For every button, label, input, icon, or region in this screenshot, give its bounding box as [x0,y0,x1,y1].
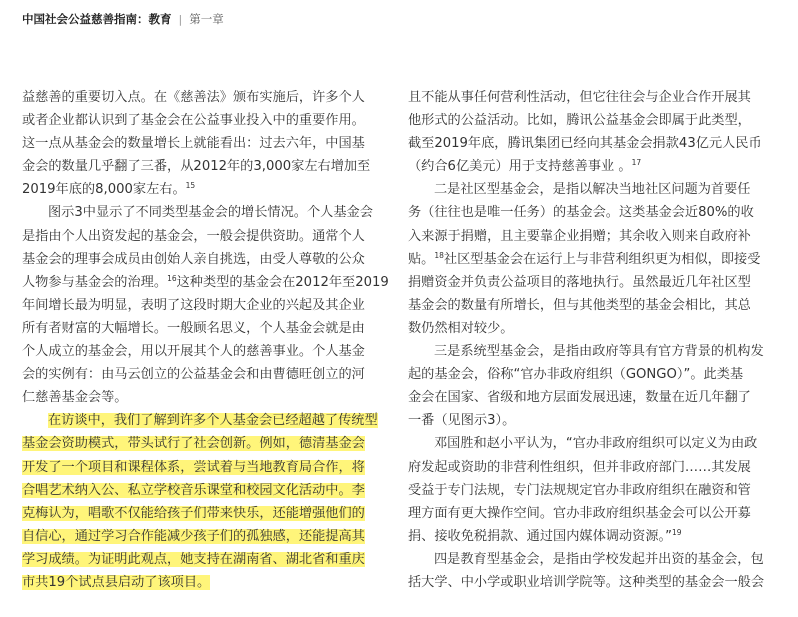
footnote-ref[interactable]: 18 [434,250,444,260]
line-text: 合唱艺术纳入公、私立学校音乐课堂和校园文化活动中。李 [22,482,365,498]
footnote-ref[interactable]: 16 [167,273,177,283]
line-text: 人物参与基金会的治理。 [22,274,168,290]
line-text: 或者企业都认识到了基金会在公益事业投入中的重要作用。 [22,113,365,129]
left-text-column [22,86,387,594]
footnote-ref[interactable]: 19 [671,527,682,537]
text-line [408,178,773,201]
line-text: 金会在国家、省级和地方层面发展迅速，数量在近几年翻了 [408,390,751,406]
book-title: 中国社会公益慈善指南：教育 [22,12,172,26]
text-line [408,155,773,178]
chapter-label: 第一章 [189,12,224,26]
line-text: 金会的数量几乎翻了三番，从2012年的3,000家左右增加至 [22,159,371,175]
text-line [22,456,387,479]
line-text: 受益于专门法规，专门法规规定官办非政府组织在融资和管 [408,482,751,498]
header-separator: | [178,12,183,26]
text-line [408,132,773,155]
line-text: 三是系统型基金会，是指由政府等具有官方背景的机构发 [434,344,764,360]
line-text: 入来源于捐赠，且主要靠企业捐赠；其余收入则来自政府补 [408,228,751,244]
line-text: 基金会的理事会成员由创始人亲自挑选，由受人尊敬的公众 [22,251,365,267]
line-text: 捐、接收免税捐款、通过国内媒体调动资源。” [408,528,672,544]
right-text-column [408,86,773,594]
text-line [22,294,387,317]
text-line [22,548,387,571]
text-line [408,248,773,271]
line-text: 且不能从事任何营利性活动，但它往往会与企业合作开展其 [408,90,751,105]
text-line [408,571,773,594]
text-line [22,571,387,594]
line-text: 是指由个人出资发起的基金会，一般会提供资助。通常个人 [22,228,365,244]
text-line [408,409,773,432]
text-line [408,525,773,548]
text-line [22,109,387,132]
line-text: 府发起或资助的非营利性组织，但并非政府部门……其发展 [408,459,751,475]
line-text: 会的实例有：由马云创立的公益基金会和由曹德旺创立的河 [22,367,365,383]
text-line [22,271,387,294]
text-line [408,456,773,479]
text-line [408,432,773,455]
text-line [22,432,387,455]
line-text-continued: 社区型基金会在运行上与非营利组织更为相似，即接受 [443,251,761,267]
text-line [22,248,387,271]
line-text: 所有者财富的大幅增长。一般顾名思义，个人基金会就是由 [22,320,365,336]
line-text: 图示3中显示了不同类型基金会的增长情况。个人基金会 [48,205,373,221]
text-line [408,502,773,525]
text-line [22,409,387,432]
text-line [408,271,773,294]
line-text: 贴。 [408,251,435,267]
line-text: 市共19个试点县启动了该项目。 [22,574,211,590]
line-text: 二是社区型基金会，是指以解决当地社区问题为首要任 [434,182,751,198]
line-text: 他形式的公益活动。比如，腾讯公益基金会即属于此类型， [408,113,751,129]
line-text: 克梅认为，唱歌不仅能给孩子们带来快乐，还能增强他们的 [22,505,365,521]
text-line [22,502,387,525]
line-text: 捐赠资金并负责公益项目的落地执行。虽然最近几年社区型 [408,274,751,290]
line-text: 基金会资助模式，带头试行了社会创新。例如，德清基金会 [22,436,365,452]
line-text: 自信心，通过学习合作能减少孩子们的孤独感，还能提高其 [22,528,365,544]
running-header [22,9,224,29]
line-text: 四是教育型基金会，是指由学校发起并出资的基金会，包 [434,551,764,567]
line-text: 截至2019年底，腾讯集团已经向其基金会捐款43亿元人民币 [408,136,762,152]
text-line [408,479,773,502]
text-line [22,86,387,109]
line-text: 开发了一个项目和课程体系，尝试着与当地教育局合作，将 [22,459,365,475]
text-line [22,155,387,178]
text-line [22,225,387,248]
line-text: 括大学、中小学或职业培训学院等。这种类型的基金会一般会 [408,574,765,590]
text-line [22,525,387,548]
text-line [22,386,387,409]
line-text: 数仍然相对较少。 [408,320,514,336]
text-line [22,340,387,363]
line-text: 起的基金会，俗称“官办非政府组织（GONGO）”。此类基 [408,367,744,383]
text-line [22,178,387,201]
text-line [408,109,773,132]
text-line [22,479,387,502]
line-text: 益慈善的重要切入点。在《慈善法》颁布实施后，许多个人 [22,90,365,105]
line-text: 学习成绩。为证明此观点，她支持在湖南省、湖北省和重庆 [22,551,365,567]
line-text: 仁慈善基金会等。 [22,390,128,406]
text-line [408,548,773,571]
line-text: 个人成立的基金会，用以开展其个人的慈善事业。个人基金 [22,344,365,360]
text-line [408,317,773,340]
line-text: 理方面有更大操作空间。官办非政府组织基金会可以公开募 [408,505,751,521]
text-line [408,201,773,224]
line-text: （约合6亿美元）用于支持慈善事业 。 [408,159,632,175]
footnote-ref[interactable]: 15 [185,181,196,191]
text-line [408,294,773,317]
text-line [22,201,387,224]
line-text: 基金会的数量有所增长，但与其他类型的基金会相比，其总 [408,297,751,313]
text-line [22,363,387,386]
line-text-continued: 这种类型的基金会在2012年至2019 [176,274,389,290]
line-text: 一番（见图示3）。 [408,413,516,429]
line-text: 2019年底的8,000家左右。 [22,182,186,198]
line-text: 务（往往也是唯一任务）的基金会。这类基金会近80%的收 [408,205,754,221]
line-text: 在访谈中，我们了解到许多个人基金会已经超越了传统型 [48,413,378,429]
text-line [22,132,387,155]
text-line [22,317,387,340]
line-text: 年间增长最为明显，表明了这段时期大企业的兴起及其企业 [22,297,365,313]
text-line [408,86,773,109]
line-text: 邓国胜和赵小平认为，“官办非政府组织可以定义为由政 [434,436,758,452]
text-line [408,340,773,363]
line-text: 这一点从基金会的数量增长上就能看出：过去六年，中国基 [22,136,365,152]
text-line [408,386,773,409]
footnote-ref[interactable]: 17 [631,158,642,168]
text-line [408,363,773,386]
text-line [408,225,773,248]
